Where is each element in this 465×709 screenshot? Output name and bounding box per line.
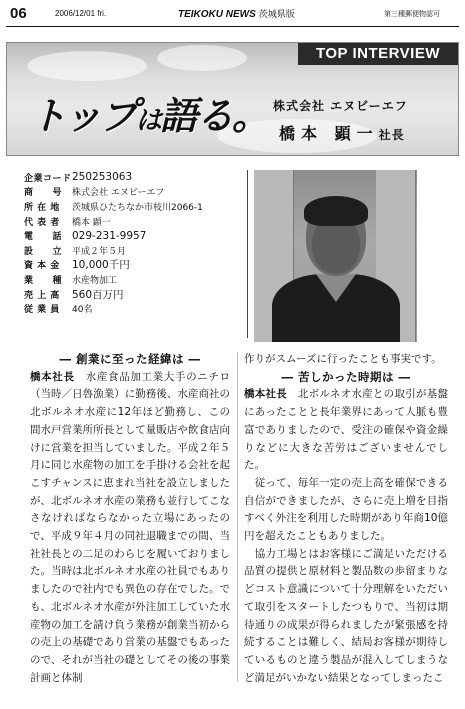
portrait-hair (304, 196, 368, 226)
banner-title-part: は (135, 106, 160, 136)
cloud-decoration (157, 45, 247, 71)
profile-label: 企業コード (24, 173, 72, 184)
company-name: 株式会社 エヌビーエフ (273, 99, 408, 113)
article-paragraph (244, 386, 448, 475)
issue-date: 2006/12/01 fri. (55, 9, 107, 18)
profile-label: 資 本 金 (24, 261, 60, 272)
profile-label: 従 業 員 (24, 305, 60, 316)
profile-row (24, 199, 247, 214)
profile-value: 平成２年５月 (72, 246, 127, 257)
interview-banner (6, 42, 459, 156)
paragraph-text: 従って、毎年一定の売上高を確保できる自信ができましたが、さらに売上増を目指すべく外注を利用した時期があり年商10億円を超えたこともありました。 (244, 476, 448, 543)
banner-title-part: トップ (29, 93, 136, 138)
president-portrait (254, 170, 417, 342)
article-column-left (30, 351, 230, 687)
profile-row (24, 287, 247, 302)
edition-label: 茨城県版 (258, 10, 295, 20)
article-paragraph (244, 546, 448, 688)
cloud-decoration (27, 51, 147, 81)
page-number: 06 (10, 5, 27, 22)
profile-value: 茨城県ひたちなか市枝川2066-1 (72, 202, 203, 213)
section-heading: ― 苦しかった時期は ― (281, 369, 411, 384)
profile-value: 橋本 顕一 (72, 217, 111, 228)
profile-value: 560百万円 (72, 288, 124, 301)
speaker-label: 橋本社長 (30, 370, 75, 383)
paragraph-text: 北ボルネオ水産との取引が基盤にあったことと長年業界にあって人脈も豊富でありましたので、受注の確保や資金繰りなどに大きな苦労はございませんでした。 (244, 388, 449, 472)
column-divider (237, 352, 238, 682)
profile-row (24, 170, 247, 185)
profile-label: 所 在 地 (24, 202, 60, 213)
page-header (0, 0, 465, 30)
profile-row (24, 301, 247, 316)
section-heading: ― 創業に至った経緯は ― (59, 352, 201, 366)
profile-label: 商 号 (24, 188, 63, 199)
profile-label: 売 上 高 (24, 290, 60, 301)
profile-row (24, 272, 247, 287)
top-interview-label: TOP INTERVIEW (298, 43, 458, 65)
paragraph-text: 協力工場とはお客様にご満足いただける品質の提供と原材料と製品数の歩留まりなどコスト意識について十分理解をいただいて取引をスタートしたつもりで、当初は期待通りの成果が得られましたが緊張感を持続することは難しく、結局お客様が期待しているものと違う製品が混入してしまうなど満足がいかない結果となってしまったこ (244, 547, 448, 684)
profile-value: 250253063 (72, 171, 133, 184)
profile-row (24, 228, 247, 243)
profile-label: 代 表 者 (24, 217, 60, 228)
profile-label: 業 種 (24, 275, 63, 286)
profile-value: 029-231-9957 (72, 229, 147, 242)
profile-label: 電 話 (24, 232, 63, 243)
paper-name (178, 7, 295, 20)
banner-title-part: 語る。 (159, 93, 268, 138)
profile-value: 40名 (72, 305, 93, 316)
paragraph-text: 水産食品加工業大手のニチロ（当時／日魯漁業）に勤務後、水産商社の北ボルネオ水産に12年ほど勤務し、この間水戸営業所所長として量販店や飲食店向けに営業を担当していました。平成２年５月に同じ水産物の加工を手掛ける会社を起こすチャンスに恵まれ当社を設立しましたが、北ボルネオ水産の業務も並行してこなさなければならなかった立場にあったので、平成９年４月の同社退職までの間、当社社長との二足のわらじを履いておりました。当時は北ボルネオ水産の社員でもありましたので社内でも異色の存在でした。でも、北ボルネオ水産が外注加工していた水産物の加工を請け負う業務が創業当初からの売上の基礎であり営業の基盤でもあったので、それが当社の礎としてその後の事業計画と体制 (30, 370, 231, 684)
postal-note: 第三種郵便物認可 (384, 10, 440, 18)
president-name-text: 橋本 顕一 (279, 124, 379, 143)
banner-title (29, 85, 268, 140)
president-name (279, 121, 405, 144)
article-paragraph (30, 369, 230, 688)
article-paragraph: 作りがスムーズに行ったことも事実です。 (244, 353, 442, 365)
profile-row (24, 214, 247, 229)
profile-label: 設 立 (24, 246, 63, 257)
profile-row (24, 185, 247, 200)
profile-row (24, 243, 247, 258)
portrait-face (312, 220, 360, 274)
article-column-right (244, 351, 448, 687)
president-title: 社長 (378, 128, 405, 142)
profile-value: 株式会社 エヌビーエフ (72, 188, 165, 199)
profile-row (24, 258, 247, 273)
article-paragraph (244, 475, 448, 546)
profile-value: 水産物加工 (72, 275, 118, 286)
profile-value: 10,000千円 (72, 259, 130, 272)
paper-title: TEIKOKU NEWS (178, 9, 256, 20)
speaker-label: 橋本社長 (244, 388, 288, 401)
company-profile (24, 170, 248, 338)
header-rule (6, 26, 459, 27)
